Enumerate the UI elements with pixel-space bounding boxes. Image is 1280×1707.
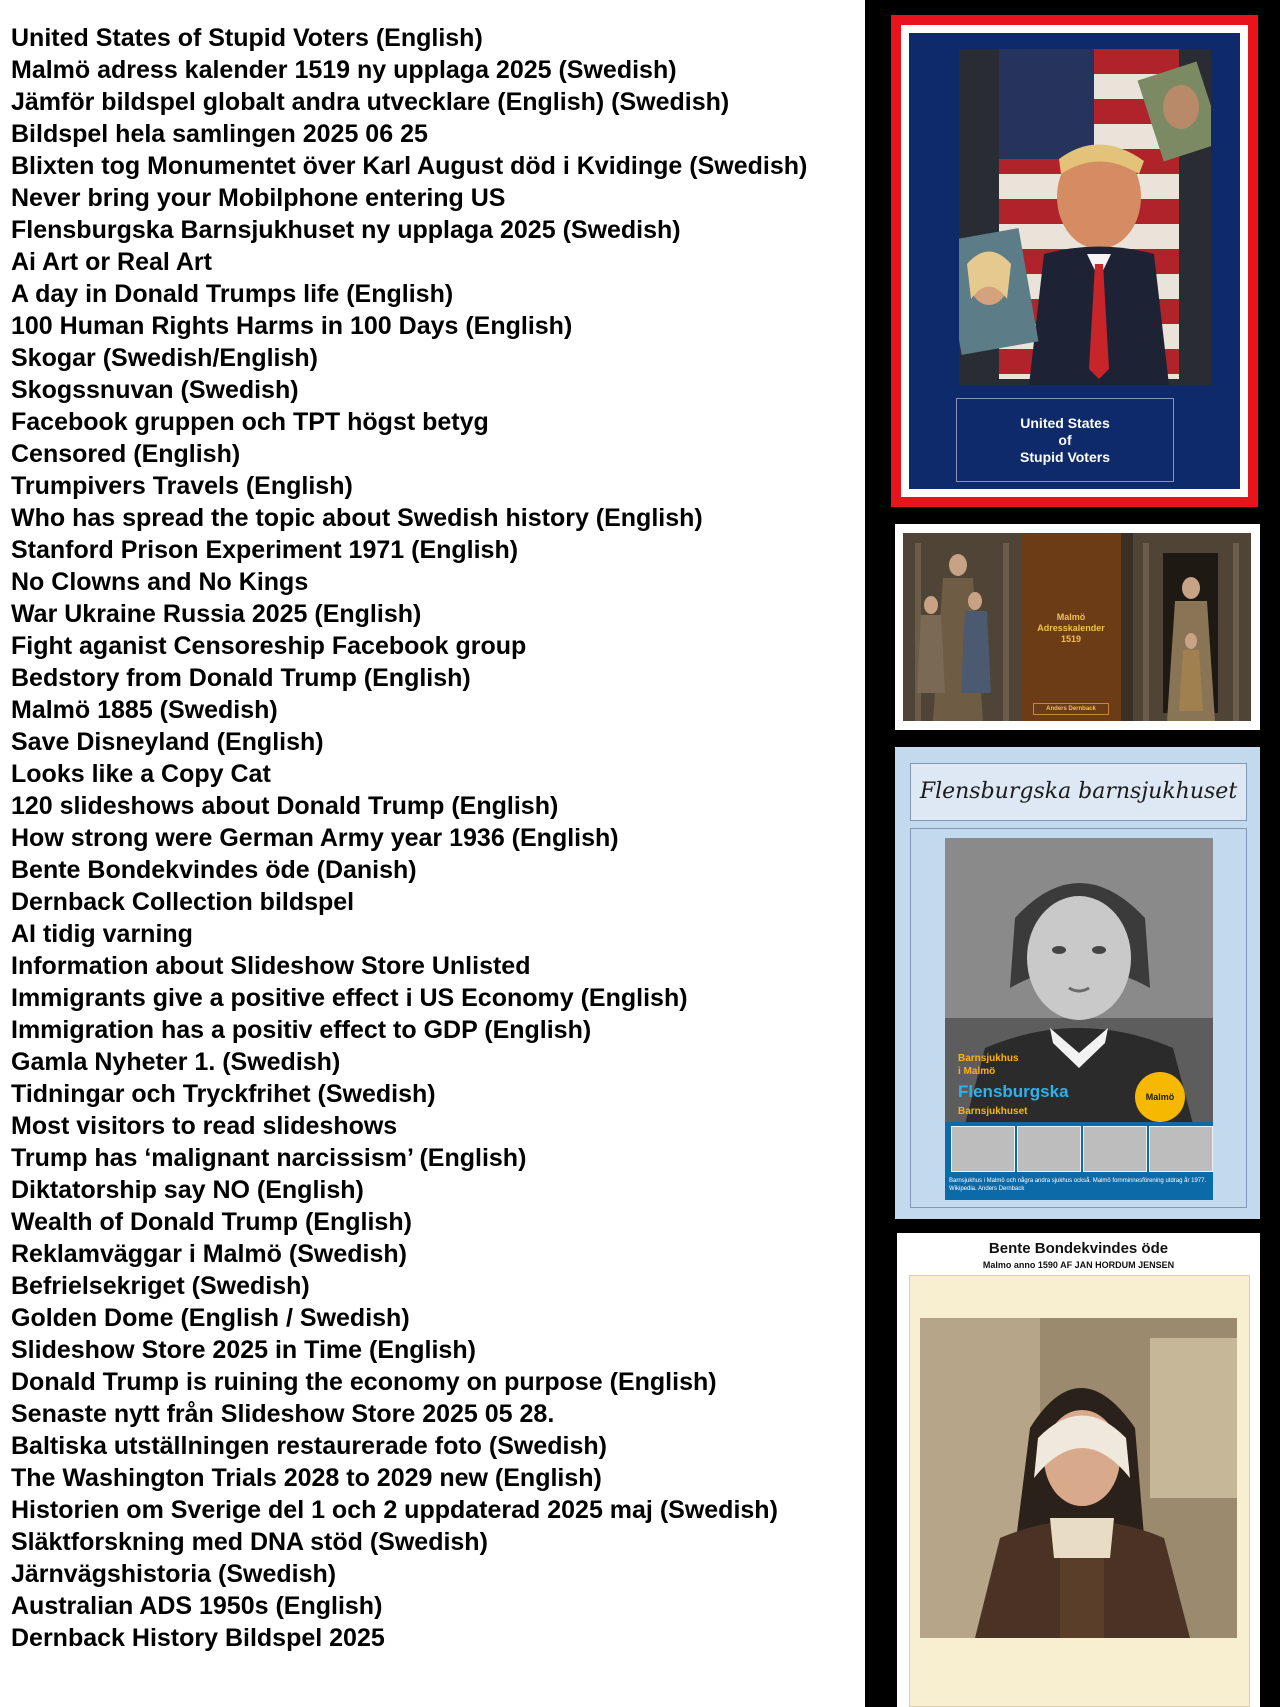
- slideshow-title[interactable]: Immigrants give a positive effect i US Economy (English): [11, 984, 688, 1012]
- cover-banner-title: Flensburgska barnsjukhuset: [910, 763, 1247, 821]
- cover-title: Flensburgska: [958, 1082, 1069, 1101]
- book-cover: [1021, 533, 1121, 721]
- slideshow-title[interactable]: Censored (English): [11, 440, 241, 468]
- slideshow-title[interactable]: War Ukraine Russia 2025 (English): [11, 600, 422, 628]
- cover-title-box: [956, 398, 1174, 482]
- slideshow-title[interactable]: Golden Dome (English / Swedish): [11, 1304, 410, 1332]
- cover-malmo-adresskalender[interactable]: [895, 524, 1260, 730]
- thumbnail-photo: [1017, 1126, 1081, 1172]
- slideshow-title[interactable]: Järnvägshistoria (Swedish): [11, 1560, 337, 1588]
- slideshow-title[interactable]: Flensburgska Barnsjukhuset ny upplaga 2025 (Swedish): [11, 216, 681, 244]
- slideshow-title[interactable]: Bildspel hela samlingen 2025 06 25: [11, 120, 428, 148]
- slideshow-title[interactable]: Fight aganist Censoreship Facebook group: [11, 632, 527, 660]
- slideshow-title[interactable]: Stanford Prison Experiment 1971 (English): [11, 536, 519, 564]
- slideshow-title[interactable]: The Washington Trials 2028 to 2029 new (English): [11, 1464, 602, 1492]
- slideshow-title[interactable]: United States of Stupid Voters (English): [11, 24, 483, 52]
- slideshow-title[interactable]: Who has spread the topic about Swedish history (English): [11, 504, 703, 532]
- slideshow-title[interactable]: No Clowns and No Kings: [11, 568, 309, 596]
- slideshow-title[interactable]: Bente Bondekvindes öde (Danish): [11, 856, 417, 884]
- slideshow-title-list: [11, 22, 861, 1654]
- slideshow-title[interactable]: Blixten tog Monumentet över Karl August död i Kvidinge (Swedish): [11, 152, 808, 180]
- slideshow-title[interactable]: Immigration has a positiv effect to GDP (English): [11, 1016, 592, 1044]
- slideshow-title[interactable]: Malmö adress kalender 1519 ny upplaga 2025 (Swedish): [11, 56, 677, 84]
- cover-united-states-of-stupid-voters[interactable]: [891, 15, 1258, 507]
- cover-title: Bente Bondekvindes öde: [988, 1240, 1169, 1257]
- cover-title-line-2: of: [1058, 431, 1072, 448]
- cover-title-line-1: United States: [1020, 414, 1110, 431]
- slideshow-title[interactable]: Tidningar och Tryckfrihet (Swedish): [11, 1080, 436, 1108]
- slideshow-title[interactable]: Never bring your Mobilphone entering US: [11, 184, 506, 212]
- thumbnail-photo: [1083, 1126, 1147, 1172]
- slideshow-title[interactable]: Donald Trump is ruining the economy on purpose (English): [11, 1368, 717, 1396]
- slideshow-title[interactable]: Slideshow Store 2025 in Time (English): [11, 1336, 476, 1364]
- cover-navy-panel: [909, 33, 1240, 489]
- cover-white-border: [901, 25, 1248, 497]
- slideshow-title[interactable]: Information about Slideshow Store Unlisted: [11, 952, 531, 980]
- slideshow-title[interactable]: Diktatorship say NO (English): [11, 1176, 364, 1204]
- slideshow-title[interactable]: Ai Art or Real Art: [11, 248, 212, 276]
- book-author: Anders Dernback: [1033, 703, 1109, 715]
- slideshow-title[interactable]: Wealth of Donald Trump (English): [11, 1208, 412, 1236]
- slideshow-title[interactable]: Dernback Collection bildspel: [11, 888, 355, 916]
- book-title-line-3: 1519: [1060, 634, 1082, 644]
- slideshow-title[interactable]: Senaste nytt från Slideshow Store 2025 05 28.: [11, 1400, 555, 1428]
- slideshow-title[interactable]: Australian ADS 1950s (English): [11, 1592, 383, 1620]
- slideshow-title[interactable]: How strong were German Army year 1936 (English): [11, 824, 619, 852]
- slideshow-title[interactable]: Bedstory from Donald Trump (English): [11, 664, 471, 692]
- slideshow-title[interactable]: Skogar (Swedish/English): [11, 344, 318, 372]
- slideshow-title[interactable]: Looks like a Copy Cat: [11, 760, 271, 788]
- slideshow-title[interactable]: Baltiska utställningen restaurerade foto (Swedish): [11, 1432, 607, 1460]
- cover-subtitle: Barnsjukhuset: [958, 1106, 1028, 1117]
- cover-kicker-line-2: i Malmö: [958, 1066, 996, 1077]
- slideshow-title[interactable]: Släktforskning med DNA stöd (Swedish): [11, 1528, 488, 1556]
- slideshow-title[interactable]: Gamla Nyheter 1. (Swedish): [11, 1048, 341, 1076]
- slideshow-title[interactable]: Malmö 1885 (Swedish): [11, 696, 278, 724]
- slideshow-title[interactable]: Most visitors to read slideshows: [11, 1112, 398, 1140]
- cover-flensburgska-barnsjukhuset[interactable]: [895, 747, 1260, 1219]
- slideshow-title[interactable]: AI tidig varning: [11, 920, 193, 948]
- slideshow-title[interactable]: Befrielsekriget (Swedish): [11, 1272, 310, 1300]
- slideshow-title[interactable]: Dernback History Bildspel 2025: [11, 1624, 385, 1652]
- thumbnail-photo: [1149, 1126, 1213, 1172]
- cover-kicker: [958, 1052, 1019, 1078]
- peasant-woman-image: [920, 1318, 1237, 1638]
- thumbnail-photo: [951, 1126, 1015, 1172]
- cover-bente-bondekvindes-ode[interactable]: [897, 1233, 1260, 1707]
- malmo-badge: Malmö: [1135, 1072, 1185, 1122]
- flag-and-portraits-image: [959, 49, 1211, 385]
- thumbnail-strip: [945, 1122, 1213, 1174]
- slideshow-title[interactable]: 120 slideshows about Donald Trump (English): [11, 792, 559, 820]
- cover-title-line-3: Stupid Voters: [1020, 448, 1110, 465]
- slideshow-title[interactable]: Save Disneyland (English): [11, 728, 324, 756]
- slideshow-title[interactable]: 100 Human Rights Harms in 100 Days (English): [11, 312, 573, 340]
- cover-kicker-line-1: Barnsjukhus: [958, 1053, 1019, 1064]
- book-title-line-2: Adresskalender: [1037, 623, 1105, 633]
- slideshow-title[interactable]: Reklamväggar i Malmö (Swedish): [11, 1240, 407, 1268]
- slideshow-title[interactable]: Trump has ‘malignant narcissism’ (English): [11, 1144, 527, 1172]
- slideshow-title[interactable]: A day in Donald Trumps life (English): [11, 280, 454, 308]
- slideshow-title[interactable]: Jämför bildspel globalt andra utvecklare (English) (Swedish): [11, 88, 730, 116]
- slideshow-title[interactable]: Skogssnuvan (Swedish): [11, 376, 299, 404]
- book-title-line-1: Malmö: [1056, 612, 1086, 622]
- slideshow-title[interactable]: Historien om Sverige del 1 och 2 uppdaterad 2025 maj (Swedish): [11, 1496, 778, 1524]
- cover-caption: Barnsjukhus i Malmö och några andra sjukhus också. Malmö fornminnesförening utdrag år 1977. Wikipedia. Anders Dernback: [945, 1174, 1213, 1200]
- slideshow-title[interactable]: Facebook gruppen och TPT högst betyg: [11, 408, 489, 436]
- cover-subtitle: Malmo anno 1590 AF JAN HORDUM JENSEN: [982, 1260, 1175, 1270]
- slideshow-title[interactable]: Trumpivers Travels (English): [11, 472, 353, 500]
